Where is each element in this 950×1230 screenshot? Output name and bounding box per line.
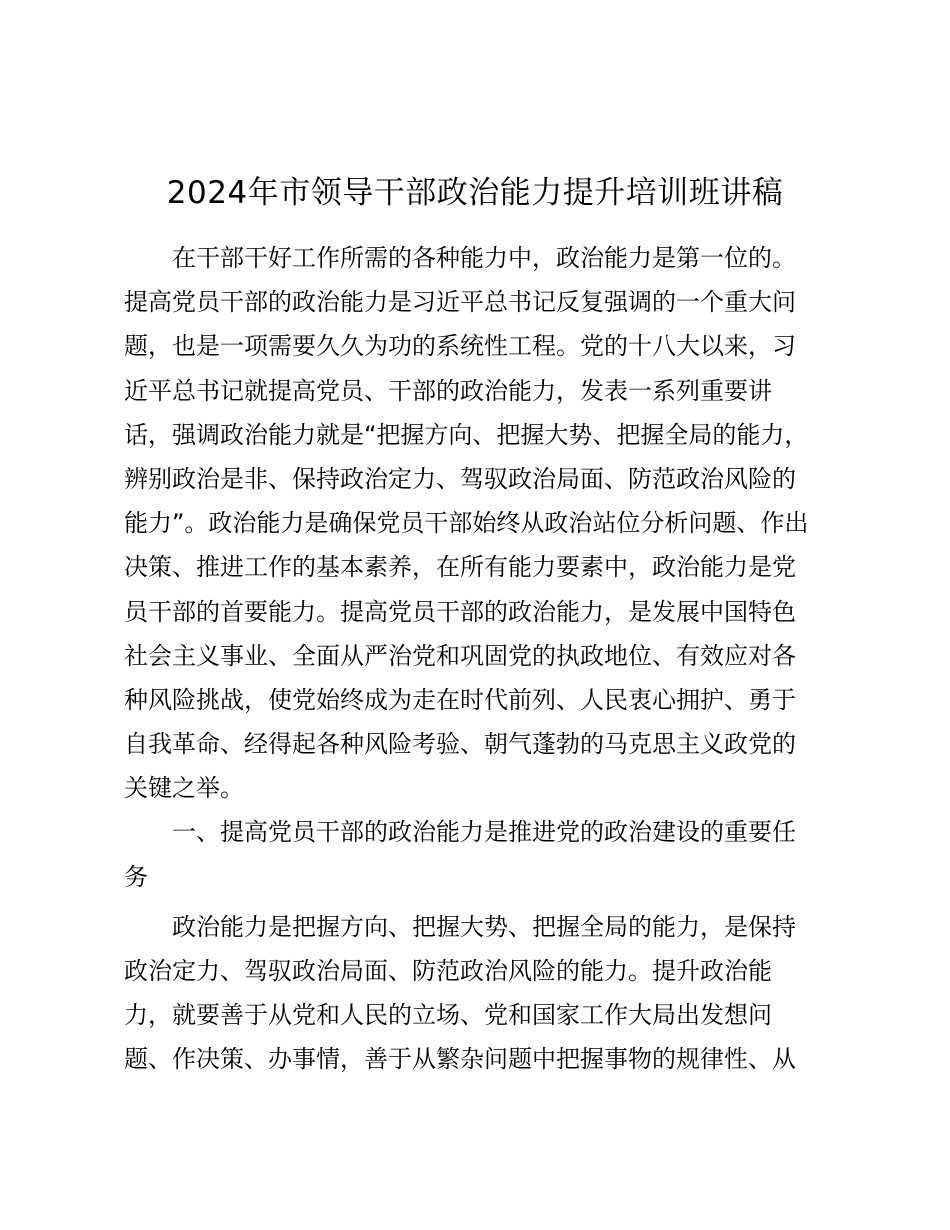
paragraph-section-one	[124, 905, 834, 1082]
paragraph-intro	[124, 236, 834, 810]
text-line: 题、作决策、办事情，善于从繁杂问题中把握事物的规律性、从	[124, 1045, 796, 1074]
text-line: 在干部干好工作所需的各种能力中，政治能力是第一位的。	[172, 244, 796, 272]
text-line: 题，也是一项需要久久为功的系统性工程。党的十八大以来，习	[124, 332, 796, 361]
text-line: 辨别政治是非、保持政治定力、驾驭政治局面、防范政治风险的	[124, 464, 796, 493]
text-line: 员干部的首要能力。提高党员干部的政治能力，是发展中国特色	[124, 597, 796, 626]
text-line: 种风险挑战，使党始终成为走在时代前列、人民衷心拥护、勇于	[124, 685, 796, 714]
text-line: 近平总书记就提高党员、干部的政治能力，发表一系列重要讲	[124, 376, 772, 405]
text-line: 提高党员干部的政治能力是习近平总书记反复强调的一个重大问	[124, 288, 796, 317]
text-line: 一、提高党员干部的政治能力是推进党的政治建设的重要任	[172, 818, 796, 847]
text-line: 关键之举。	[124, 774, 244, 803]
document-body	[124, 236, 834, 1082]
text-line: 决策、推进工作的基本素养，在所有能力要素中，政治能力是党	[124, 553, 796, 582]
document-title: 2024年市领导干部政治能力提升培训班讲稿	[166, 175, 784, 211]
text-line: 务	[124, 862, 148, 891]
text-line: 能力”。政治能力是确保党员干部始终从政治站位分析问题、作出	[124, 509, 809, 538]
text-line: 力，就要善于从党和人民的立场、党和国家工作大局出发想问	[124, 1001, 772, 1030]
text-line: 政治能力是把握方向、把握大势、把握全局的能力，是保持	[172, 912, 796, 941]
text-line: 自我革命、经得起各种风险考验、朝气蓬勃的马克思主义政党的	[124, 730, 796, 759]
section-heading	[124, 810, 834, 898]
text-line: 社会主义事业、全面从严治党和巩固党的执政地位、有效应对各	[124, 641, 796, 670]
text-line: 政治定力、驾驭政治局面、防范政治风险的能力。提升政治能	[124, 957, 772, 985]
text-line: 话，强调政治能力就是“把握方向、把握大势、把握全局的能力，	[124, 420, 809, 449]
